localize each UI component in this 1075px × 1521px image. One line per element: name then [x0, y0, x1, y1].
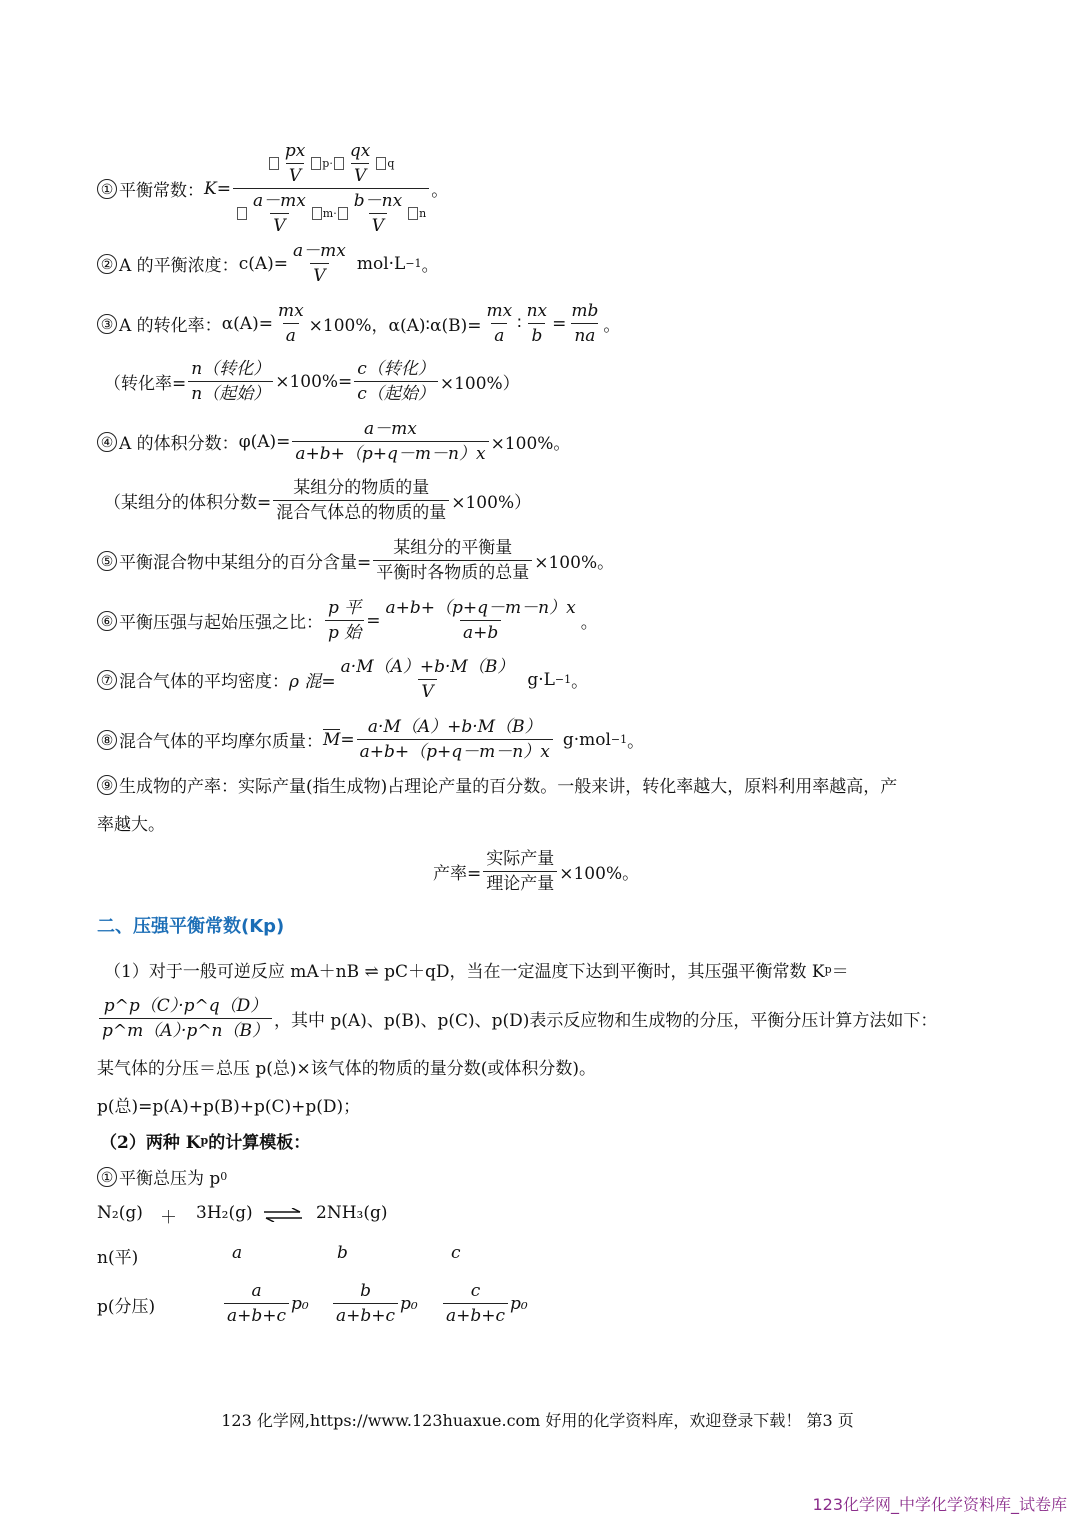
numerator: a: [251, 1281, 262, 1301]
row-n-c: c: [451, 1243, 461, 1263]
denominator: 理论产量: [483, 871, 557, 895]
item-7-density: [97, 656, 588, 703]
paragraph-2: [97, 1054, 596, 1079]
circle-number: ②: [97, 254, 117, 274]
fraction-2: [354, 358, 438, 405]
numerator: 实际产量: [486, 849, 555, 869]
p0: p₀: [291, 1293, 309, 1314]
reactant-h2: 3H₂(g): [196, 1203, 253, 1223]
brand-watermark[interactable]: 123化学网_中学化学资料库_试卷库: [812, 1495, 1067, 1514]
section-heading: 二、压强平衡常数(Kp): [97, 916, 285, 937]
reactant-n2: N₂(g): [97, 1203, 143, 1223]
item-label: A 的体积分数：: [119, 434, 239, 454]
end: ×100%。: [534, 553, 615, 573]
p3-text: p(总)=p(A)+p(B)+p(C)+p(D)；: [97, 1097, 361, 1117]
p2-text: 某气体的分压＝总压 p(总)×该气体的物质的量分数(或体积分数)。: [97, 1059, 597, 1079]
m-bar: M: [323, 730, 341, 750]
fraction: [373, 537, 532, 584]
fraction: [443, 1280, 508, 1327]
fraction-4: [568, 300, 601, 347]
expr: α(A)=: [221, 313, 273, 334]
denominator: 混合气体总的物质的量: [273, 500, 449, 524]
item-label: 平衡压强与起始压强之比：: [119, 613, 323, 633]
period: 。: [421, 256, 439, 276]
equals: =: [340, 729, 355, 750]
k-fraction: [233, 140, 429, 237]
numerator: 某组分的物质的量: [293, 478, 430, 498]
denominator: a+b: [460, 620, 501, 644]
mid-text: ×100%=: [275, 371, 353, 392]
fraction: [292, 418, 488, 465]
denominator: n（起始）: [188, 381, 273, 405]
circle-number: ①: [97, 1167, 117, 1187]
numerator: n（转化）: [191, 359, 271, 379]
circle-number: ⑧: [97, 730, 117, 750]
num-a-mx: a－mx: [252, 191, 306, 211]
period: 。: [603, 316, 621, 336]
denominator: a+b+c: [224, 1303, 289, 1327]
item-9-cont: [97, 810, 165, 835]
item-label: 混合气体的平均摩尔质量：: [119, 732, 323, 752]
num-b-nx: b－nx: [353, 191, 403, 211]
den-v4: V: [369, 213, 387, 237]
p4-rest: 的计算模板：: [208, 1133, 311, 1153]
denominator: 平衡时各物质的总量: [373, 560, 532, 584]
item-3-note: [104, 358, 520, 405]
circle-number: ④: [97, 432, 117, 452]
exp-q: q: [387, 156, 395, 170]
denominator: a+b+（p+q－m－n）x: [357, 739, 553, 763]
item-5-percentage: [97, 537, 614, 584]
period: 。: [431, 181, 449, 201]
paragraph-3: [97, 1092, 360, 1117]
p1-sub: p: [824, 963, 832, 976]
plus-sign: ＋: [160, 1208, 177, 1228]
yield-formula: [433, 848, 639, 895]
note-pre: （转化率=: [104, 374, 187, 394]
expr: φ(A)=: [238, 431, 291, 452]
row-n-label: n(平): [97, 1248, 139, 1268]
fraction: [483, 848, 557, 895]
circle-number: ⑤: [97, 551, 117, 571]
row-n-a: a: [232, 1243, 243, 1263]
ratio-sep: ∶: [517, 313, 522, 334]
kp-fraction: [99, 995, 272, 1042]
numerator: nx: [526, 301, 548, 321]
fraction: [224, 1280, 289, 1327]
numerator: p 平: [328, 598, 362, 618]
item-6-pressure-ratio: [97, 597, 598, 644]
page-footer: 123 化学网,https://www.123huaxue.com 好用的化学资料库，欢迎登录下载！ 第3 页: [221, 1411, 854, 1430]
denominator: a+b+c: [443, 1303, 508, 1327]
p1-eq: ＝: [831, 962, 849, 982]
equilibrium-arrow-icon: [262, 1208, 304, 1222]
p1b-text: ，其中 p(A)、p(B)、p(C)、p(D)表示反应物和生成物的分压，平衡分压计算方法如下：: [274, 1011, 938, 1031]
row-p-label: p(分压): [97, 1297, 156, 1317]
circle-number: ⑦: [97, 670, 117, 690]
item-label: 平衡常数：: [119, 181, 204, 201]
p4-text: （2）两种 K: [100, 1133, 201, 1153]
numerator: c（转化）: [357, 359, 435, 379]
denominator: V: [310, 263, 328, 287]
denominator: a: [283, 323, 299, 347]
row-p-c: [441, 1280, 528, 1327]
unit-exp: −1: [405, 257, 422, 270]
num-qx: qx: [349, 141, 371, 161]
item-1-equilibrium-constant: [97, 140, 448, 237]
numerator: c: [470, 1281, 481, 1301]
unit-exp: −1: [554, 673, 572, 686]
unit: g·L: [527, 669, 555, 690]
item-4-note: [104, 477, 531, 524]
item-text: 生成物的产率：实际产量(指生成物)占理论产量的百分数。一般来讲，转化率越大，原料利用率越高，产: [119, 777, 898, 797]
fraction: [290, 240, 349, 287]
paragraph-1b: [97, 995, 937, 1042]
unit: mol·L: [356, 253, 406, 274]
numerator: mx: [277, 301, 304, 321]
expr: ρ 混=: [289, 672, 336, 692]
unit: g·mol: [562, 729, 611, 750]
fraction: [383, 597, 579, 644]
denominator: c（起始）: [354, 381, 438, 405]
fraction: [273, 477, 449, 524]
numerator: a+b+（p+q－m－n）x: [385, 598, 576, 618]
expr: c(A)=: [238, 253, 288, 274]
circle-number: ⑥: [97, 611, 117, 631]
item-label: 混合气体的平均密度：: [119, 672, 289, 692]
item-2-concentration: [97, 240, 439, 287]
denominator: p 始: [325, 620, 364, 644]
item-8-molar-mass: [97, 716, 644, 763]
numerator: a·M（A）+b·M（B）: [367, 717, 542, 737]
numerator: a－mx: [364, 419, 417, 439]
row-n-b: b: [337, 1243, 348, 1263]
den-v: V: [286, 163, 304, 187]
fraction-2: [483, 300, 515, 347]
item-label: 平衡混合物中某组分的百分含量=: [119, 553, 372, 573]
item-label: A 的平衡浓度：: [119, 256, 239, 276]
paragraph-5: [97, 1164, 227, 1189]
circle-number: ③: [97, 314, 117, 334]
item-9-yield: [97, 772, 897, 797]
exp-n: n: [419, 206, 427, 220]
denominator: a+b+c: [333, 1303, 398, 1327]
paragraph-1: [104, 957, 849, 982]
yield-pre: 产率=: [433, 864, 482, 884]
period: 。: [580, 613, 598, 633]
denominator: p^m（A）·p^n（B）: [99, 1018, 272, 1042]
fraction-1: [275, 300, 307, 347]
numerator: a－mx: [293, 241, 346, 261]
denominator: b: [528, 323, 545, 347]
p5-sub: 0: [220, 1170, 228, 1183]
fraction-3: [524, 300, 551, 347]
equals: =: [216, 178, 231, 199]
note-end: ×100%）: [439, 374, 520, 394]
equals: =: [366, 610, 381, 631]
den-v2: V: [351, 163, 369, 187]
denominator: V: [418, 679, 436, 703]
mid-text: ×100%，α(A)∶α(B)=: [308, 316, 482, 336]
denominator: a: [491, 323, 507, 347]
unit-exp: −1: [610, 733, 628, 746]
numerator: p^p（C）·p^q（D）: [103, 996, 268, 1016]
p0: p₀: [400, 1293, 418, 1314]
fraction: [357, 716, 553, 763]
p5-text: 平衡总压为 p: [119, 1169, 221, 1189]
row-p-b: [331, 1280, 418, 1327]
fraction: [333, 1280, 398, 1327]
numerator: b: [360, 1281, 371, 1301]
note-pre: （某组分的体积分数=: [104, 493, 272, 513]
numerator: a·M（A）+b·M（B）: [340, 657, 515, 677]
period: 。: [627, 732, 645, 752]
row-p-a: [222, 1280, 309, 1327]
k-symbol: K: [204, 178, 217, 199]
item-label: A 的转化率：: [119, 316, 222, 336]
circle-number: ①: [97, 179, 117, 199]
fraction: [338, 656, 518, 703]
den-v3: V: [270, 213, 288, 237]
p4-sub: p: [200, 1134, 209, 1147]
fraction-p: [325, 597, 364, 644]
item-text-cont: 率越大。: [97, 815, 165, 835]
denominator: a+b+（p+q－m－n）x: [292, 441, 488, 465]
exp-m: m·: [322, 206, 337, 220]
equals: =: [552, 313, 567, 334]
denominator: na: [571, 323, 598, 347]
period: 。: [571, 672, 589, 692]
numerator: mb: [571, 301, 599, 321]
circle-number: ⑨: [97, 775, 117, 795]
p1-text: （1）对于一般可逆反应 mA＋nB ⇌ pC＋qD，当在一定温度下达到平衡时，其压强平衡常数 K: [104, 962, 825, 982]
fraction-1: [188, 358, 273, 405]
item-3-conversion: [97, 300, 620, 347]
product-nh3: 2NH₃(g): [316, 1203, 388, 1223]
note-end: ×100%）: [451, 493, 532, 513]
item-4-volume-fraction: [97, 418, 570, 465]
num-px: px: [284, 141, 306, 161]
end: ×100%。: [490, 434, 571, 454]
exp-p: p·: [322, 156, 333, 170]
paragraph-4: [100, 1128, 310, 1153]
p0: p₀: [510, 1293, 528, 1314]
end: ×100%。: [559, 864, 640, 884]
numerator: mx: [486, 301, 513, 321]
numerator: 某组分的平衡量: [393, 538, 513, 558]
